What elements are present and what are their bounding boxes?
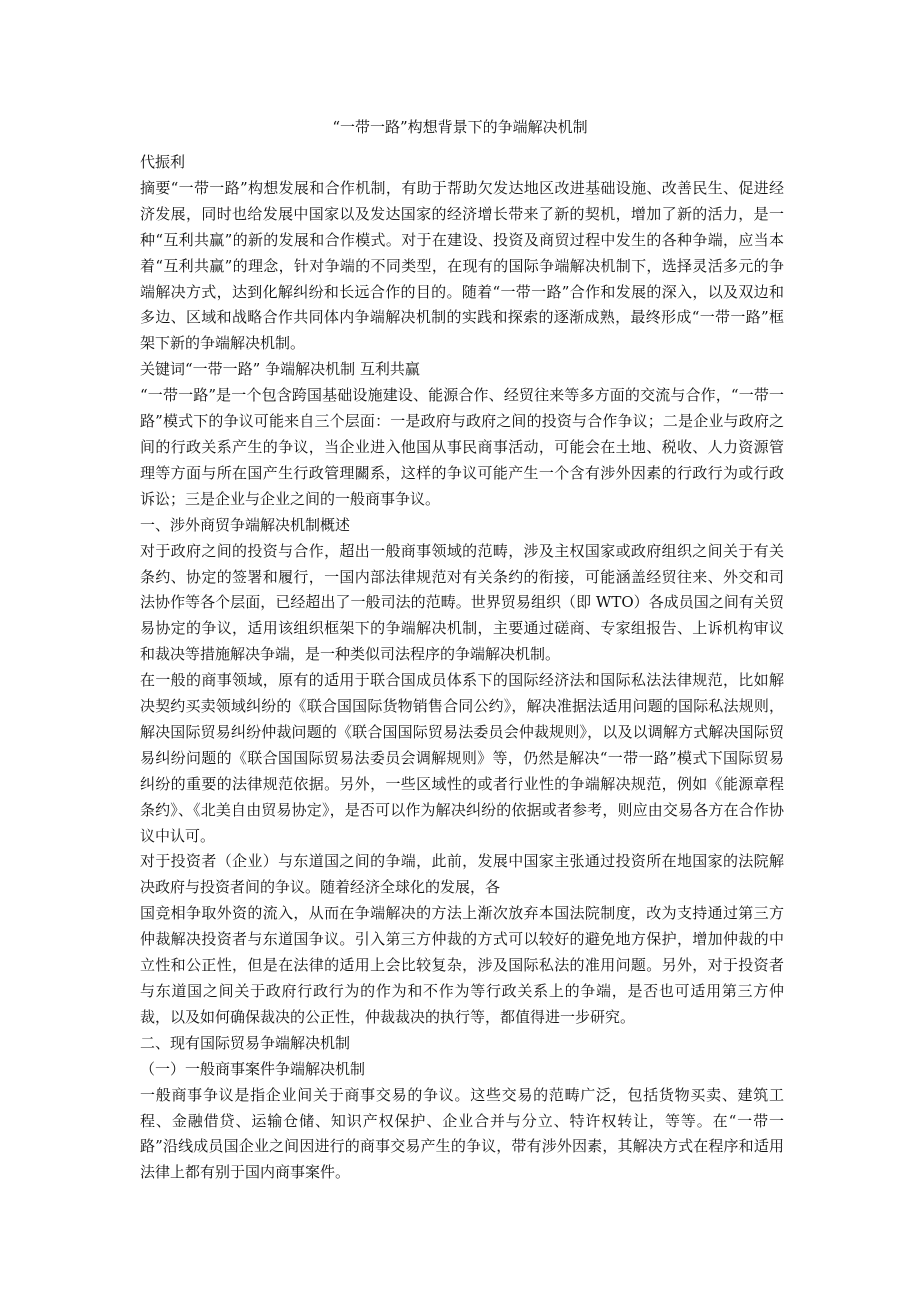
body-paragraph: 一般商事争议是指企业间关于商事交易的争议。这些交易的范畴广泛，包括货物买卖、建筑工程、金融借贷、运输仓储、知识产权保护、企业合并与分立、特许权转让，等等。在“一带一路”沿线成员国企业之间因进行的商事交易产生的争议，带有涉外因素，其解决方式在程序和适用法律上都有别于国内商事案件。 [140, 1085, 784, 1182]
abstract-paragraph: 摘要“一带一路”构想发展和合作机制，有助于帮助欠发达地区改进基础设施、改善民生、促进经济发展，同时也给发展中国家以及发达国家的经济增长带来了新的契机，增加了新的活力，是一种“互利共赢”的新的发展和合作模式。对于在建设、投资及商贸过程中发生的各种争端，应当本着“互利共赢”的理念，针对争端的不同类型，在现有的国际争端解决机制下，选择灵活多元的争端解决方式，达到化解纠纷和长远合作的目的。随着“一带一路”合作和发展的深入，以及双边和多边、区域和战略合作共同体内争端解决机制的实践和探索的逐渐成熟，最终形成“一带一路”框架下新的争端解决机制。 [140, 178, 784, 353]
body-paragraph: 对于投资者（企业）与东道国之间的争端，此前，发展中国家主张通过投资所在地国家的法院解决政府与投资者间的争议。随着经济全球化的发展，各 [140, 852, 784, 897]
subsection-heading-1: （一）一般商事案件争端解决机制 [140, 1059, 366, 1078]
section-heading-2: 二、现有国际贸易争端解决机制 [140, 1033, 351, 1052]
section-heading-1: 一、涉外商贸争端解决机制概述 [140, 515, 351, 534]
document-body [140, 150, 784, 1186]
body-paragraph: 在一般的商事领域，原有的适用于联合国成员体系下的国际经济法和国际私法法律规范，比如解决契约买卖领域纠纷的《联合国国际货物销售合同公约》，解决准据法适用问题的国际私法规则，解决国际贸易纠纷仲裁问题的《联合国国际贸易法委员会仲裁规则》，以及以调解方式解决国际贸易纠纷问题的《联合国国际贸易法委员会调解规则》等，仍然是解决“一带一路”模式下国际贸易纠纷的重要的法律规范依据。另外，一些区域性的或者行业性的争端解决规范，例如《能源章程条约》、《北美自由贸易协定》，是否可以作为解决纠纷的依据或者参考，则应由交易各方在合作协议中认可。 [140, 671, 784, 845]
body-paragraph: 国竞相争取外资的流入，从而在争端解决的方法上渐次放弃本国法院制度，改为支持通过第三方仲裁解决投资者与东道国争议。引入第三方仲裁的方式可以较好的避免地方保护，增加仲裁的中立性和公正性，但是在法律的适用上会比较复杂，涉及国际私法的准用问题。另外，对于投资者与东道国之间关于政府行政行为的作为和不作为等行政关系上的争端，是否也可适用第三方仲裁，以及如何确保裁决的公正性，仲裁裁决的执行等，都值得进一步研究。 [140, 904, 784, 1026]
keywords-paragraph: 关键词“一带一路” 争端解决机制 互利共赢 [140, 360, 420, 379]
intro-paragraph: “一带一路”是一个包含跨国基础设施建设、能源合作、经贸往来等多方面的交流与合作，“一带一路”模式下的争议可能来自三个层面：一是政府与政府之间的投资与合作争议；二是企业与政府之间的行政关系产生的争议，当企业进入他国从事民商事活动，可能会在土地、税收、人力资源管理等方面与所在国产生行政管理關系，这样的争议可能产生一个含有涉外因素的行政行为或行政诉讼；三是企业与企业之间的一般商事争议。 [140, 386, 784, 508]
document-title: “一带一路”构想背景下的争端解决机制 [332, 118, 588, 136]
body-paragraph: 对于政府之间的投资与合作，超出一般商事领域的范畴，涉及主权国家或政府组织之间关于有关条约、协定的签署和履行，一国内部法律规范对有关条约的衔接，可能涵盖经贸往来、外交和司法协作等各个层面，已经超出了一般司法的范畴。世界贸易组织（即 WTO）各成员国之间有关贸易协定的争议，适用该组织框架下的争端解决机制，主要通过磋商、专家组报告、上诉机构审议和裁决等措施解决争端，是一种类似司法程序的争端解决机制。 [140, 541, 784, 664]
author-line: 代振利 [140, 153, 186, 171]
